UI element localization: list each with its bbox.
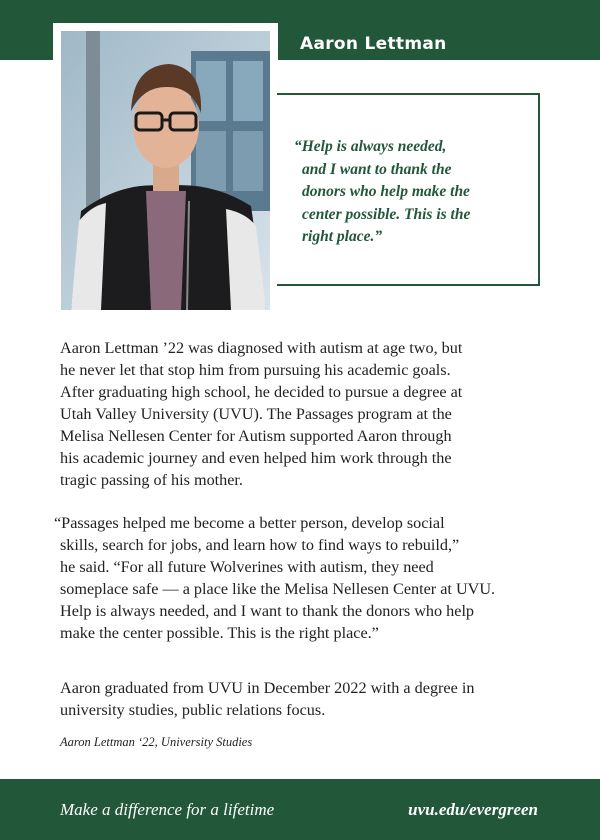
pull-quote-line: donors who help make the xyxy=(302,183,470,200)
text-line: he said. “For all future Wolverines with autism, they need xyxy=(60,558,434,576)
text-line: someplace safe — a place like the Melisa Nellesen Center at UVU. xyxy=(60,580,496,598)
text-line: university studies, public relations focus. xyxy=(60,701,326,719)
text-line: his academic journey and even helped him work through the xyxy=(60,449,452,467)
profile-name: Aaron Lettman xyxy=(300,34,447,54)
text-line: Help is always needed, and I want to thank the donors who help xyxy=(60,602,475,620)
text-line: After graduating high school, he decided to pursue a degree at xyxy=(60,383,463,401)
text-line: Aaron graduated from UVU in December 2022 with a degree in xyxy=(60,679,475,697)
footer-website-link[interactable]: uvu.edu/evergreen xyxy=(408,800,538,819)
text-line: Aaron Lettman ’22 was diagnosed with autism at age two, but xyxy=(60,339,463,357)
pull-quote-line: “Help is always needed, xyxy=(294,138,447,155)
text-line: tragic passing of his mother. xyxy=(60,471,243,489)
footer-tagline: Make a difference for a lifetime xyxy=(60,800,275,819)
text-line: “Passages helped me become a better person, develop social xyxy=(54,514,445,532)
text-line: he never let that stop him from pursuing his academic goals. xyxy=(60,361,451,379)
bio-paragraph-1 xyxy=(60,337,550,491)
portrait-photo xyxy=(61,31,270,310)
quote-paragraph xyxy=(54,512,544,644)
text-line: Melisa Nellesen Center for Autism supported Aaron through xyxy=(60,427,452,445)
pull-quote xyxy=(294,136,524,249)
text-line: make the center possible. This is the right place.” xyxy=(60,624,379,642)
pull-quote-line: and I want to thank the xyxy=(302,160,452,178)
pull-quote-line: right place.” xyxy=(302,228,383,245)
text-line: skills, search for jobs, and learn how to find ways to rebuild,” xyxy=(60,536,460,554)
graduation-paragraph xyxy=(60,677,550,721)
text-line: Utah Valley University (UVU). The Passages program at the xyxy=(60,405,452,423)
photo-caption: Aaron Lettman ‘22, University Studies xyxy=(60,735,253,749)
pull-quote-line: center possible. This is the xyxy=(302,205,471,223)
